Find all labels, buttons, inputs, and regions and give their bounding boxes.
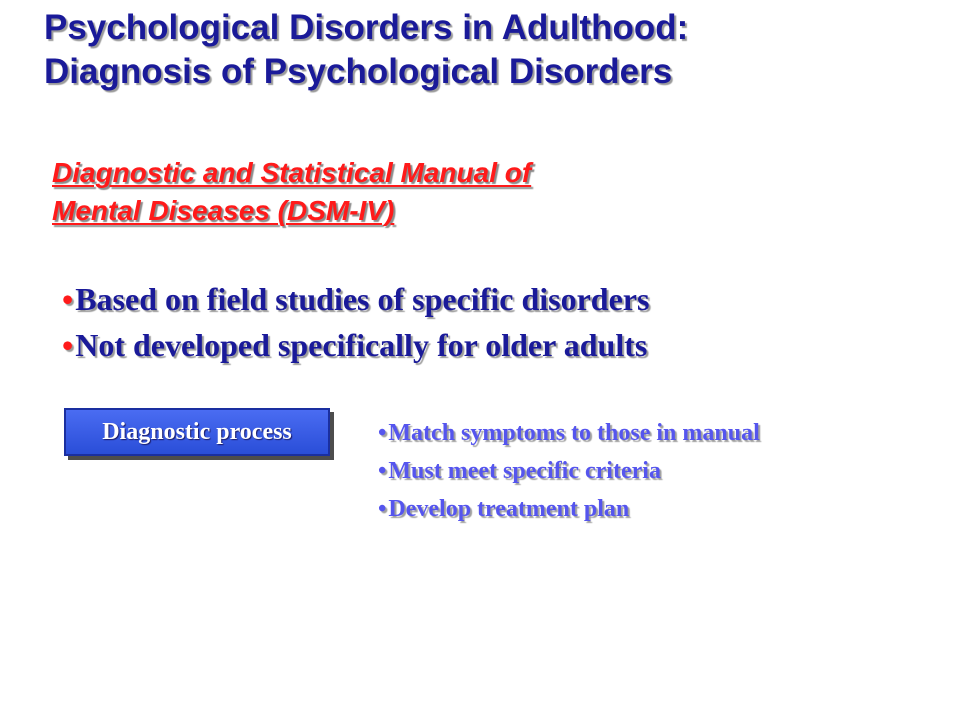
main-bullet-item xyxy=(62,276,649,322)
main-bullet-list xyxy=(62,276,649,368)
process-step-text: Must meet specific criteria xyxy=(388,458,661,484)
bullet-dot-icon: • xyxy=(62,281,74,317)
bullet-dot-icon: • xyxy=(378,458,387,484)
process-step-item xyxy=(378,414,760,452)
bullet-dot-icon: • xyxy=(62,327,74,363)
slide-title xyxy=(44,6,924,94)
bullet-dot-icon: • xyxy=(378,496,387,522)
diagnostic-process-box xyxy=(64,408,330,456)
main-bullet-text: Not developed specifically for older adults xyxy=(75,327,648,363)
diagnostic-process-label: Diagnostic process xyxy=(102,418,292,445)
process-step-item xyxy=(378,452,760,490)
process-step-text: Match symptoms to those in manual xyxy=(388,420,760,446)
process-step-list xyxy=(378,414,760,528)
dsm-heading xyxy=(52,154,772,230)
dsm-heading-line-1: Diagnostic and Statistical Manual of xyxy=(52,157,532,188)
main-bullet-item xyxy=(62,322,649,368)
dsm-heading-line-2: Mental Diseases (DSM-IV) xyxy=(52,195,395,226)
process-step-item xyxy=(378,490,760,528)
slide-title-line-2: Diagnosis of Psychological Disorders xyxy=(44,52,673,91)
main-bullet-text: Based on field studies of specific disorders xyxy=(75,281,650,317)
slide-title-line-1: Psychological Disorders in Adulthood: xyxy=(44,8,689,47)
process-step-text: Develop treatment plan xyxy=(388,496,630,522)
bullet-dot-icon: • xyxy=(378,420,387,446)
